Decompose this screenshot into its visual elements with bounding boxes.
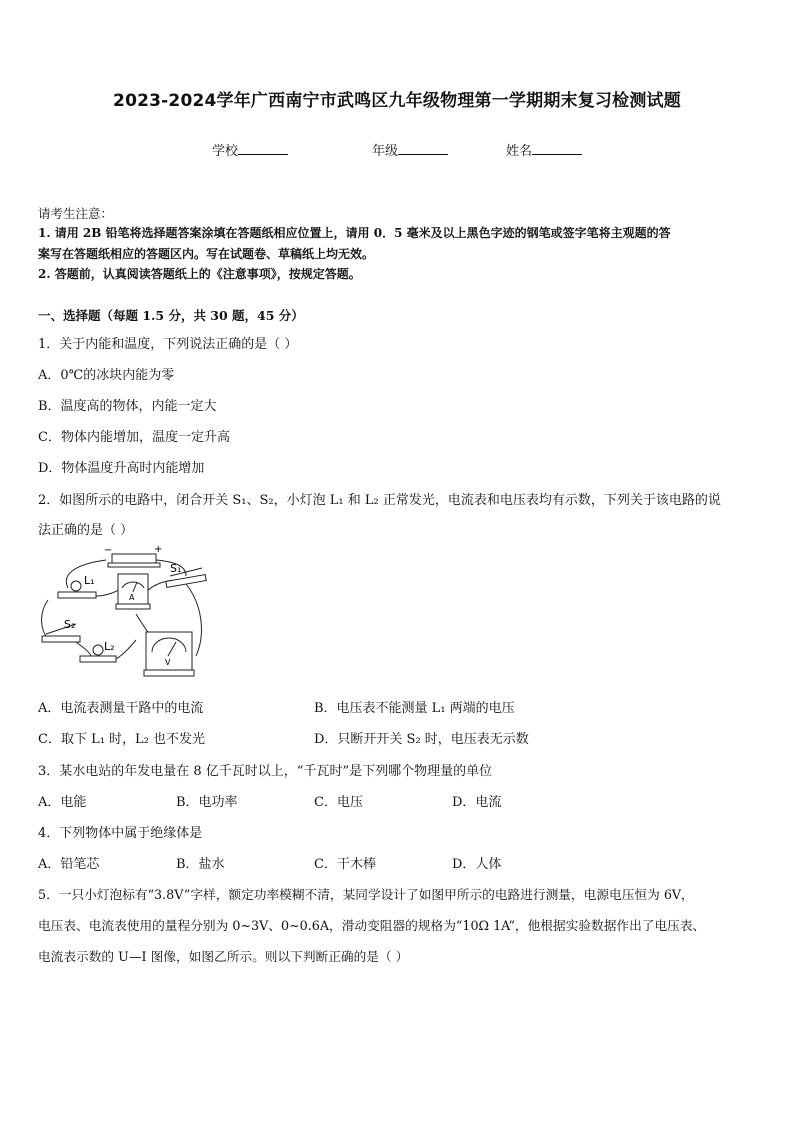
grade-blank[interactable] xyxy=(398,142,448,155)
q3-option-b: B．电功率 xyxy=(176,795,238,810)
label-l2: L₂ xyxy=(104,640,115,653)
ammeter-icon xyxy=(116,574,150,609)
q1-option-d: D．物体温度升高时内能增加 xyxy=(38,461,205,476)
q2-stem-line1: 2．如图所示的电路中，闭合开关 S₁、S₂，小灯泡 L₁ 和 L₂ 正常发光，电流表和电压表均有示数，下列关于该电路的说 xyxy=(38,493,721,508)
q3-option-c: C．电压 xyxy=(314,795,363,810)
q3-option-a: A．电能 xyxy=(38,795,87,810)
switch-s2-icon xyxy=(42,618,80,642)
q4-option-b: B．盐水 xyxy=(176,857,225,872)
bulb-l1-icon xyxy=(58,574,96,598)
q2-option-a: A．电流表测量干路中的电流 xyxy=(38,701,204,716)
ammeter-label: A xyxy=(129,593,135,602)
q4-option-d: D．人体 xyxy=(452,857,502,872)
q1-option-c: C．物体内能增加，温度一定升高 xyxy=(38,430,230,445)
q5-stem-line1: 5．一只小灯泡标有“3.8V”字样，额定功率模糊不清，某同学设计了如图甲所示的电路进行测量，电源电压恒为 6V， xyxy=(38,887,694,902)
q2-option-b: B．电压表不能测量 L₁ 两端的电压 xyxy=(314,701,515,716)
circuit-figure xyxy=(36,544,216,684)
voltmeter-icon xyxy=(144,632,194,676)
q1-option-a: A．0℃的冰块内能为零 xyxy=(38,368,175,383)
q4-option-a: A．铅笔芯 xyxy=(38,857,100,872)
label-s2: S₂ xyxy=(64,618,76,631)
label-l1: L₁ xyxy=(84,574,95,587)
battery-plus-label: + xyxy=(154,544,163,555)
page-title: 2023-2024学年广西南宁市武鸣区九年级物理第一学期期末复习检测试题 xyxy=(113,91,681,111)
notice-item-1b: 案写在答题纸相应的答题区内。写在试题卷、草稿纸上均无效。 xyxy=(38,247,375,261)
notice-item-1a: 1. 请用 2B 铅笔将选择题答案涂填在答题纸相应位置上，请用 0．5 毫米及以上黑色字迹的钢笔或签字笔将主观题的答 xyxy=(38,226,671,240)
q4-option-c: C．干木棒 xyxy=(314,857,376,872)
q2-stem-line2: 法正确的是（ ） xyxy=(38,523,134,538)
section-1-heading: 一、选择题（每题 1.5 分，共 30 题，45 分） xyxy=(38,308,304,323)
name-blank[interactable] xyxy=(532,142,582,155)
bulb-l2-icon xyxy=(80,640,116,662)
battery-minus-label: − xyxy=(104,545,113,556)
q1-option-b: B．温度高的物体，内能一定大 xyxy=(38,399,217,414)
q5-stem-line2: 电压表、电流表使用的量程分别为 0~3V、0~0.6A，滑动变阻器的规格为“10Ω 1A”，他根据实验数据作出了电压表、 xyxy=(38,918,706,933)
school-field: 学校 xyxy=(212,140,288,159)
q2-option-d: D．只断开开关 S₂ 时，电压表无示数 xyxy=(314,732,529,747)
school-blank[interactable] xyxy=(238,142,288,155)
label-s1: S₁ xyxy=(170,562,182,575)
q2-option-c: C．取下 L₁ 时，L₂ 也不发光 xyxy=(38,732,206,747)
battery-icon xyxy=(104,544,162,567)
q4-stem: 4．下列物体中属于绝缘体是 xyxy=(38,826,203,841)
name-field: 姓名 xyxy=(506,140,582,159)
q5-stem-line3: 电流表示数的 U—I 图像，如图乙所示。则以下判断正确的是（ ） xyxy=(38,949,409,964)
notice-item-2: 2. 答题前，认真阅读答题纸上的《注意事项》，按规定答题。 xyxy=(38,267,361,281)
notice-heading: 请考生注意： xyxy=(38,206,114,221)
q3-stem: 3．某水电站的年发电量在 8 亿千瓦时以上，“千瓦时”是下列哪个物理量的单位 xyxy=(38,764,493,779)
grade-field: 年级 xyxy=(372,140,448,159)
q3-option-d: D．电流 xyxy=(452,795,502,810)
q1-stem: 1．关于内能和温度，下列说法正确的是（ ） xyxy=(38,337,298,352)
voltmeter-label: V xyxy=(165,658,171,667)
